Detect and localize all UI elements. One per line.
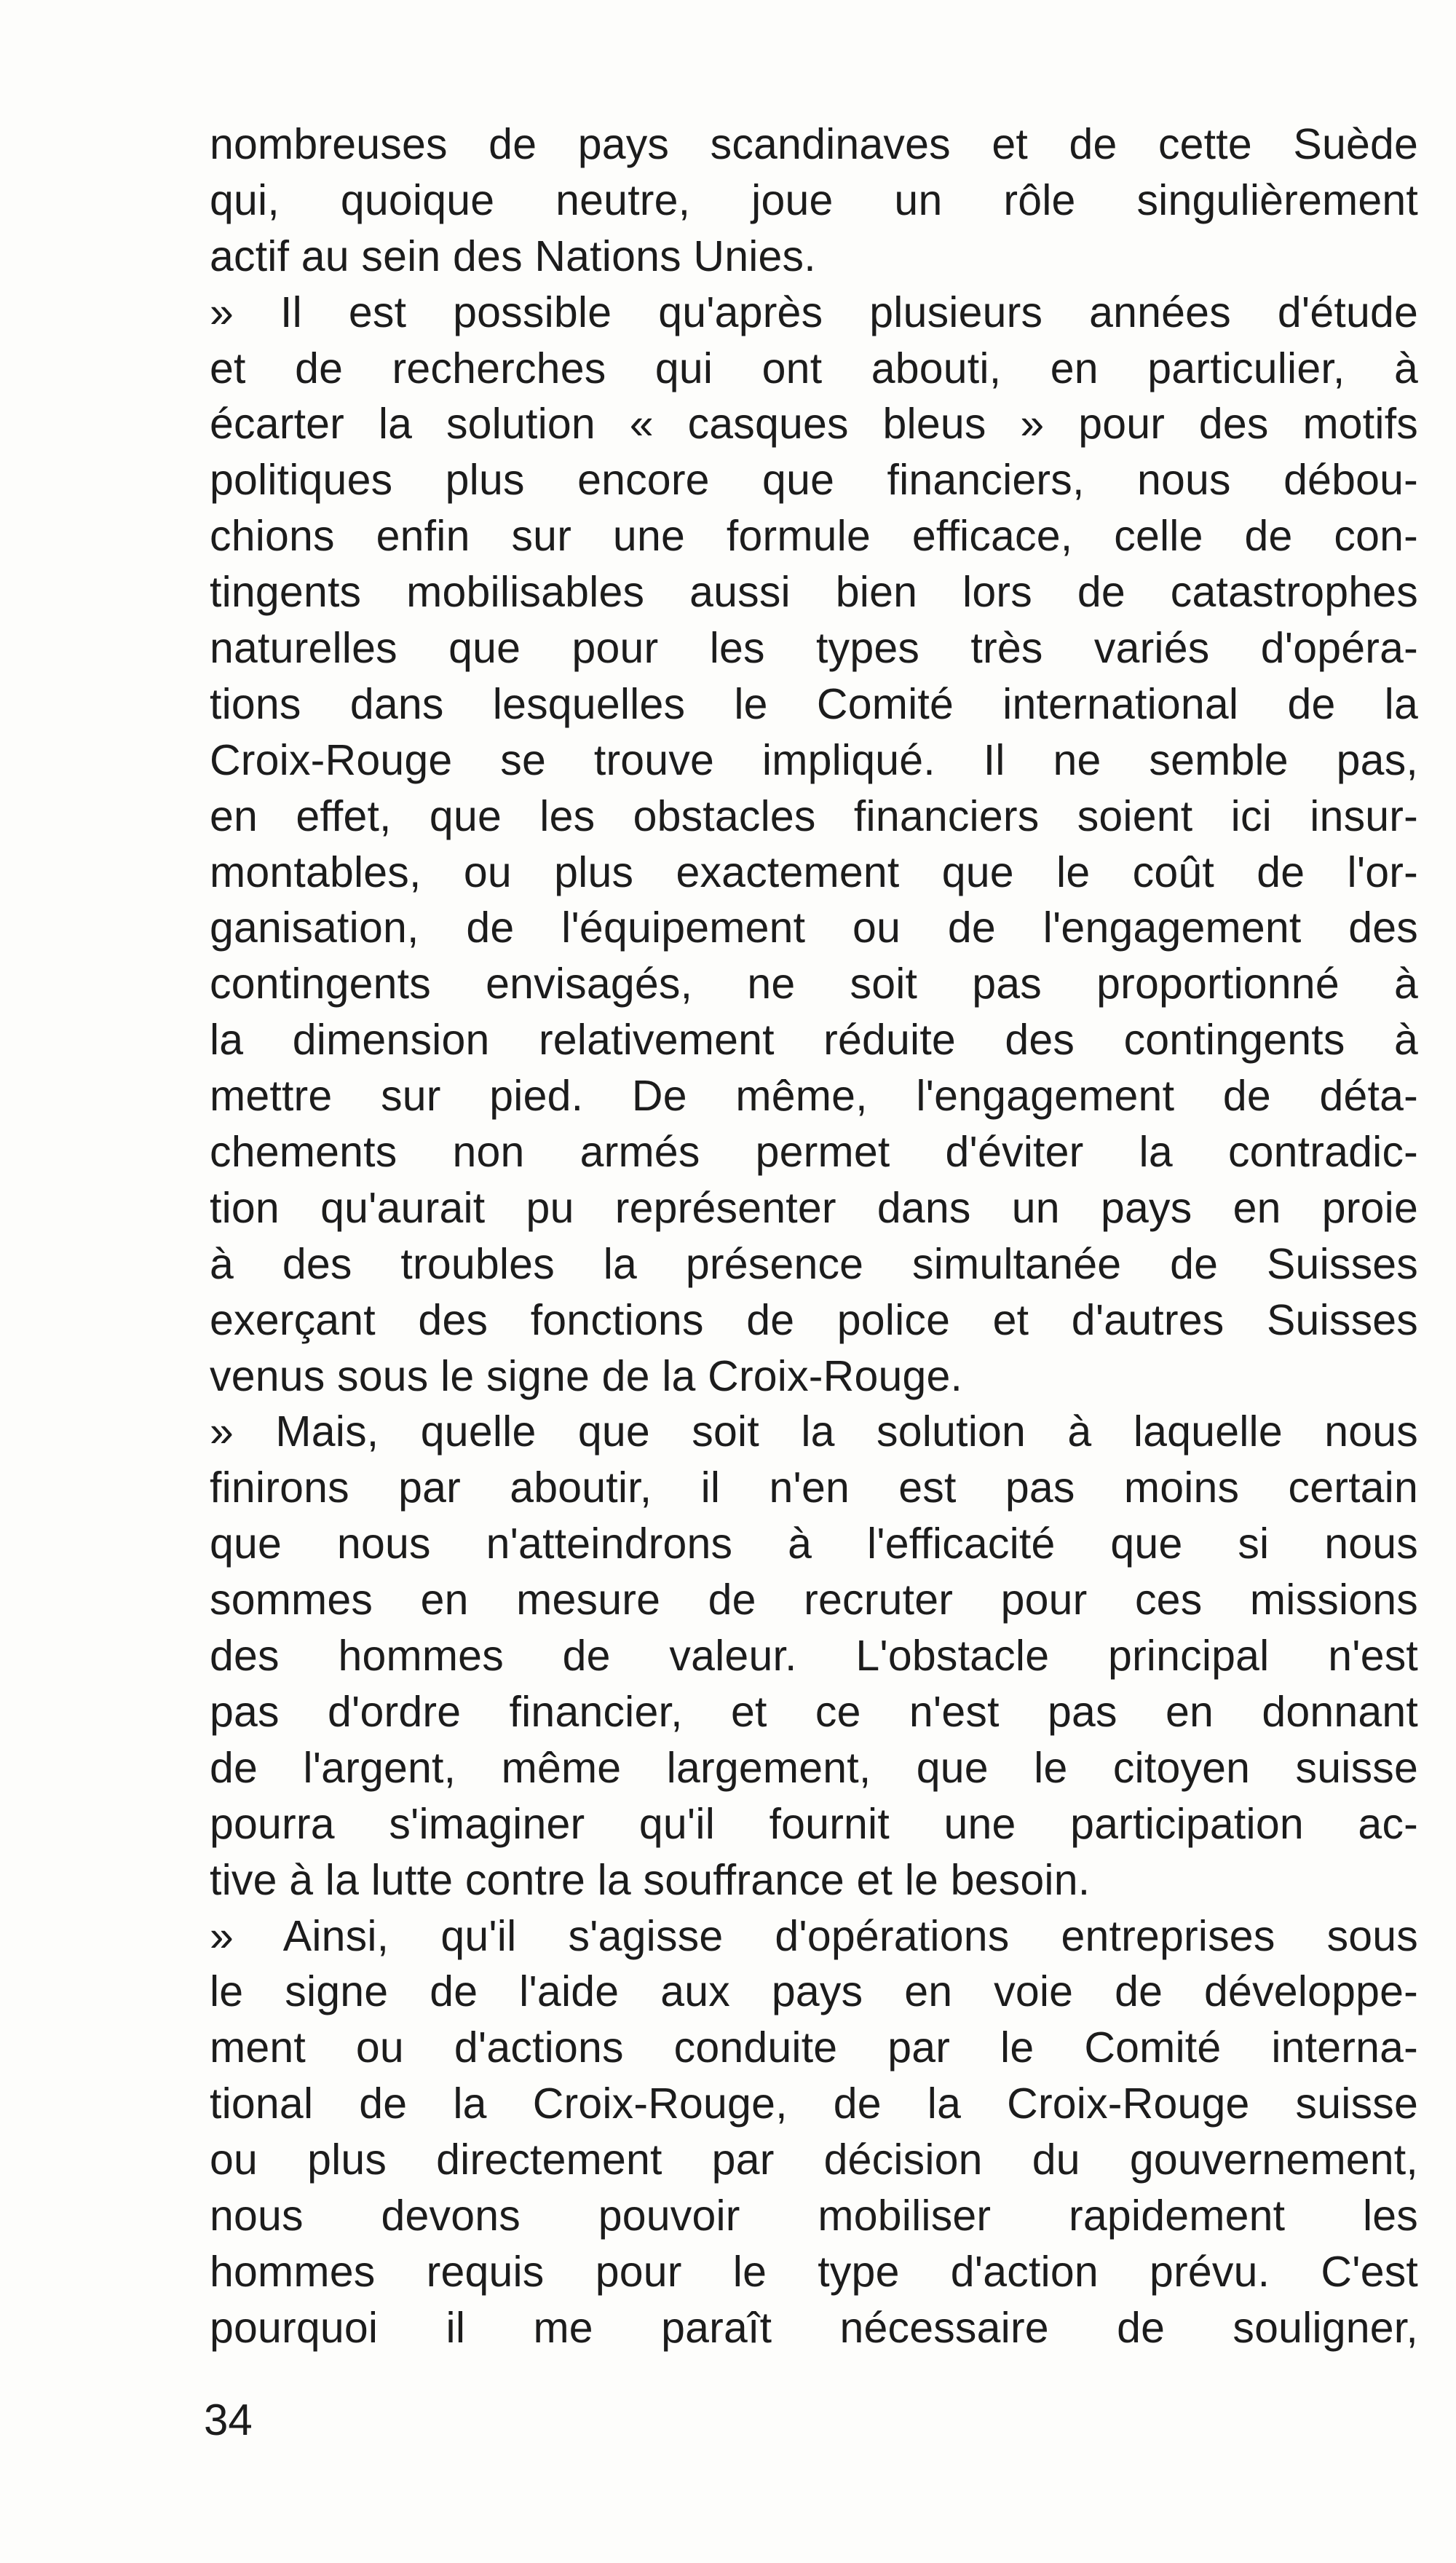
- text-line: Croix-Rouge se trouve impliqué. Il ne semble pas,: [210, 735, 1418, 784]
- text-line: contingents envisagés, ne soit pas proportionné à: [210, 960, 1418, 1008]
- text-line: politiques plus encore que financiers, nous débou-: [210, 456, 1418, 505]
- text-line: naturelles que pour les types très variés d'opéra-: [210, 624, 1418, 673]
- text-line: venus sous le signe de la Croix-Rouge.: [210, 1351, 963, 1400]
- text-line: exerçant des fonctions de police et d'autres Suisses: [210, 1295, 1418, 1344]
- text-line: qui, quoique neutre, joue un rôle singulièrement: [210, 175, 1418, 224]
- text-line: hommes requis pour le type d'action prévu. C'est: [210, 2247, 1418, 2296]
- text-line: en effet, que les obstacles financiers soient ici insur-: [210, 791, 1418, 840]
- text-line: tions dans lesquelles le Comité international de la: [210, 679, 1418, 728]
- text-line: écarter la solution « casques bleus » pour des motifs: [210, 400, 1418, 449]
- text-line: tion qu'aurait pu représenter dans un pays en proie: [210, 1183, 1418, 1232]
- text-line: actif au sein des Nations Unies.: [210, 232, 816, 280]
- text-line: nous devons pouvoir mobiliser rapidement les: [210, 2191, 1418, 2240]
- text-line: la dimension relativement réduite des contingents à: [210, 1016, 1418, 1065]
- text-line: tingents mobilisables aussi bien lors de catastrophes: [210, 568, 1418, 617]
- text-line: pas d'ordre financier, et ce n'est pas en donnant: [210, 1687, 1418, 1736]
- page-number: 34: [204, 2396, 253, 2444]
- text-line: des hommes de valeur. L'obstacle principal n'est: [210, 1632, 1418, 1681]
- text-line: nombreuses de pays scandinaves et de cette Suède: [210, 120, 1418, 168]
- text-line: tional de la Croix-Rouge, de la Croix-Rouge suisse: [210, 2080, 1418, 2128]
- text-line: et de recherches qui ont abouti, en particulier, à: [210, 344, 1418, 392]
- text-line: que nous n'atteindrons à l'efficacité que si nous: [210, 1520, 1418, 1568]
- text-line: » Ainsi, qu'il s'agisse d'opérations entreprises sous: [210, 1911, 1418, 1960]
- text-line: de l'argent, même largement, que le citoyen suisse: [210, 1743, 1418, 1792]
- text-line: chements non armés permet d'éviter la contradic-: [210, 1128, 1418, 1177]
- text-line: tive à la lutte contre la souffrance et le besoin.: [210, 1855, 1091, 1904]
- text-line: ou plus directement par décision du gouvernement,: [210, 2136, 1418, 2184]
- text-line: pourquoi il me paraît nécessaire de souligner,: [210, 2303, 1418, 2352]
- text-line: le signe de l'aide aux pays en voie de développe-: [210, 1967, 1418, 2016]
- text-line: montables, ou plus exactement que le coût de l'or-: [210, 848, 1418, 896]
- text-line: chions enfin sur une formule efficace, celle de con-: [210, 512, 1418, 561]
- text-line: pourra s'imaginer qu'il fournit une participation ac-: [210, 1799, 1418, 1848]
- text-line: à des troubles la présence simultanée de Suisses: [210, 1239, 1418, 1288]
- text-line: sommes en mesure de recruter pour ces missions: [210, 1576, 1418, 1624]
- text-line: finirons par aboutir, il n'en est pas moins certain: [210, 1464, 1418, 1512]
- text-line: » Il est possible qu'après plusieurs années d'étude: [210, 288, 1418, 336]
- text-line: ment ou d'actions conduite par le Comité interna-: [210, 2023, 1418, 2072]
- text-line: » Mais, quelle que soit la solution à laquelle nous: [210, 1407, 1418, 1456]
- text-line: mettre sur pied. De même, l'engagement de déta-: [210, 1072, 1418, 1121]
- body-text: [210, 116, 1418, 2356]
- text-line: ganisation, de l'équipement ou de l'engagement des: [210, 904, 1418, 952]
